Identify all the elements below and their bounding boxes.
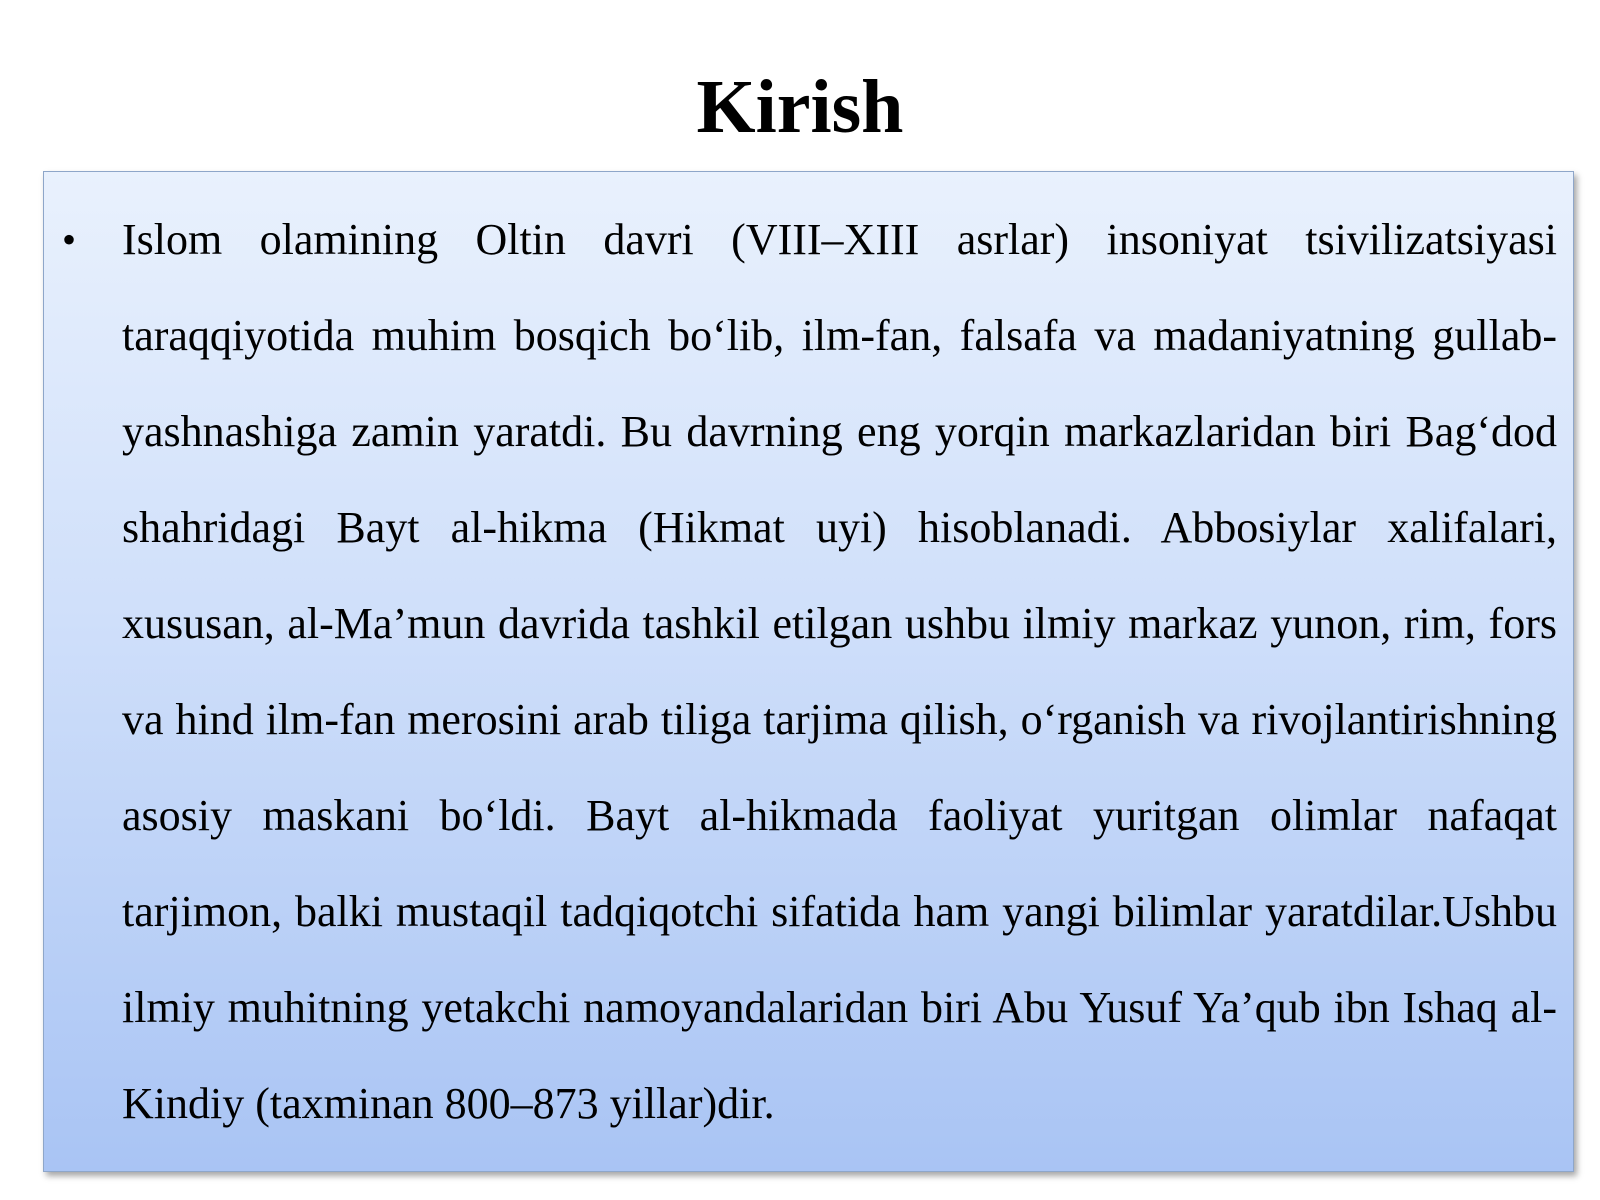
bullet-item [62,192,1557,1152]
content-box [43,171,1574,1172]
slide-title: Kirish [696,65,904,149]
bullet-dot-icon: • [62,217,77,262]
bullet-text: Islom olamining Oltin davri (VIII–XIII asrlar) insoniyat tsivilizatsiyasi taraqqiyotida muhim bosqich bo‘lib, ilm-fan, falsafa va madaniyatning gullab-yashnashiga zamin yaratdi. Bu davrning eng yorqin markazlaridan biri Bag‘dod shahridagi Bayt al-hikma (Hikmat uyi) hisoblanadi. Abbosiylar xalifalari, xususan, al-Ma’mun davrida tashkil etilgan ushbu ilmiy markaz yunon, rim, fors va hind ilm-fan merosini arab tiliga tarjima qilish, o‘rganish va rivojlantirishning asosiy maskani bo‘ldi. Bayt al-hikmada faoliyat yuritgan olimlar nafaqat tarjimon, balki mustaqil tadqiqotchi sifatida ham yangi bilimlar yaratdilar.Ushbu ilmiy muhitning yetakchi namoyandalaridan biri Abu Yusuf Ya’qub ibn Ishaq al-Kindiy (taxminan 800–873 yillar)dir. [122,215,1557,1128]
